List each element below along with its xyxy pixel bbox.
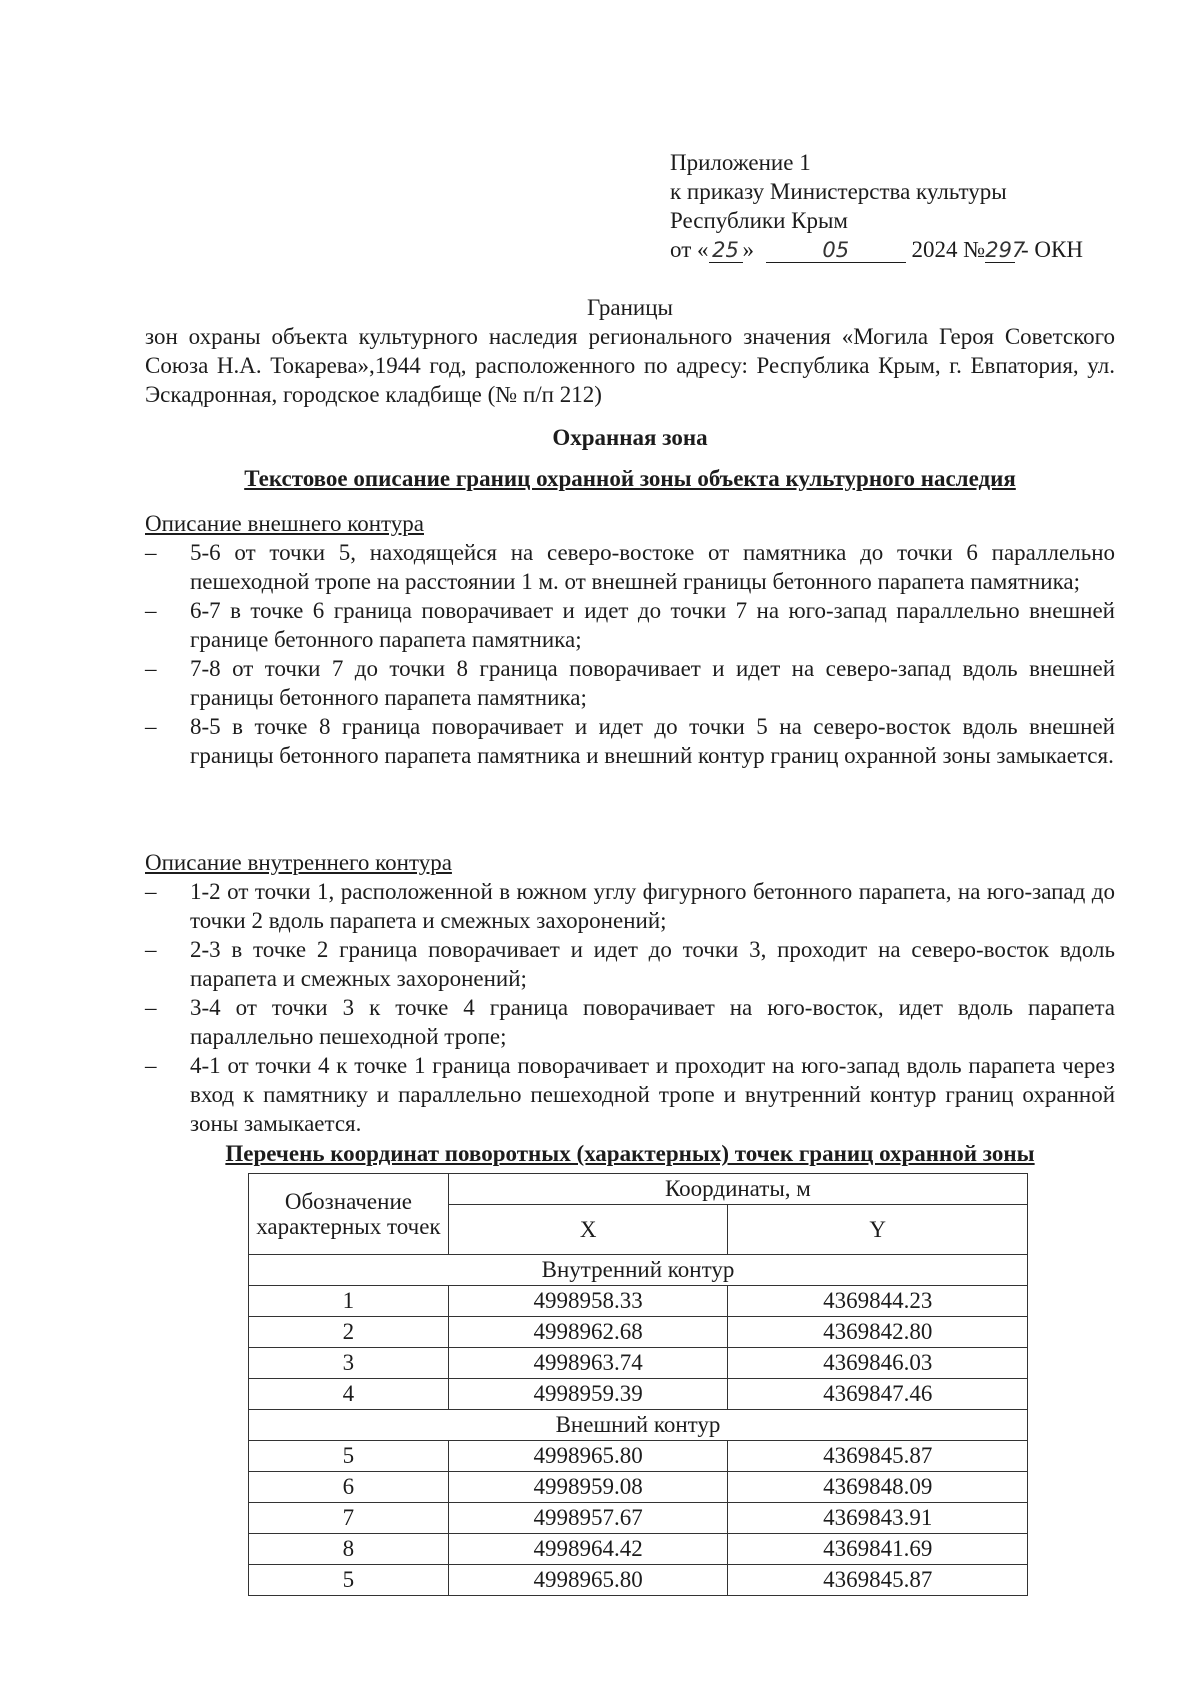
outer-contour-list [145,538,1115,770]
outer-contour-row-label: Внешний контур [249,1410,1028,1441]
list-dash: – [145,937,157,962]
list-item-text: 2-3 в точке 2 граница поворачивает и идет до точки 3, проходит на северо-восток вдоль парапета и смежных захоронений; [190,937,1115,991]
appendix-line-1: Приложение 1 [670,150,811,175]
list-dash: – [145,598,157,623]
list-item [145,993,1115,1051]
table-row [249,1379,1028,1410]
header-x: X [448,1205,728,1255]
list-item [145,712,1115,770]
cell-point: 1 [249,1286,449,1317]
inner-contour-label: Описание внутреннего контура [145,850,452,875]
appendix-date-line [670,235,1140,264]
table-row [249,1286,1028,1317]
table-row [249,1503,1028,1534]
table-row [249,1472,1028,1503]
cell-x: 4998964.42 [448,1534,728,1565]
table-row [249,1317,1028,1348]
cell-y: 4369845.87 [728,1441,1028,1472]
outer-contour-label: Описание внешнего контура [145,511,424,536]
inner-contour-row-label: Внутренний контур [249,1255,1028,1286]
cell-point: 8 [249,1534,449,1565]
table-row [249,1348,1028,1379]
list-dash: – [145,879,157,904]
cell-point: 6 [249,1472,449,1503]
list-item [145,935,1115,993]
date-day: 25 [709,238,743,263]
list-item-text: 4-1 от точки 4 к точке 1 граница поворачивает и проходит на юго-запад вдоль парапета через вход к памятнику и параллельно пешеходной тропе и внутренний контур границ охранной зоны замыкается. [190,1053,1115,1136]
header-point-designation: Обозначение характерных точек [249,1174,449,1255]
table-row [249,1534,1028,1565]
cell-point: 4 [249,1379,449,1410]
cell-x: 4998963.74 [448,1348,728,1379]
list-dash: – [145,656,157,681]
document-title: Границы [587,295,673,320]
coords-table-title: Перечень координат поворотных (характерных) точек границ охранной зоны [225,1141,1035,1166]
cell-point: 5 [249,1565,449,1596]
list-item-text: 8-5 в точке 8 граница поворачивает и идет до точки 5 на северо-восток вдоль внешней границы бетонного парапета памятника и внешний контур границ охранной зоны замыкается. [190,714,1115,768]
coords-table [248,1173,1028,1596]
cell-y: 4369848.09 [728,1472,1028,1503]
cell-y: 4369846.03 [728,1348,1028,1379]
appendix-line-2: к приказу Министерства культуры [670,179,1007,204]
list-item-text: 7-8 от точки 7 до точки 8 граница поворачивает и идет на северо-запад вдоль внешней границы бетонного парапета памятника; [190,656,1115,710]
date-month: 05 [766,238,906,263]
text-description-title: Текстовое описание границ охранной зоны объекта культурного наследия [244,466,1016,491]
cell-y: 4369842.80 [728,1317,1028,1348]
header-y: Y [728,1205,1028,1255]
list-dash: – [145,540,157,565]
header-coordinates: Координаты, м [448,1174,1027,1205]
cell-point: 2 [249,1317,449,1348]
cell-x: 4998965.80 [448,1441,728,1472]
order-number: 297 [985,238,1026,262]
cell-y: 4369843.91 [728,1503,1028,1534]
cell-x: 4998957.67 [448,1503,728,1534]
cell-x: 4998958.33 [448,1286,728,1317]
cell-y: 4369847.46 [728,1379,1028,1410]
cell-y: 4369844.23 [728,1286,1028,1317]
cell-point: 3 [249,1348,449,1379]
table-row [249,1441,1028,1472]
inner-contour-list [145,877,1115,1138]
list-item-text: 5-6 от точки 5, находящейся на северо-востоке от памятника до точки 6 параллельно пешеходной тропе на расстоянии 1 м. от внешней границы бетонного парапета памятника; [190,540,1115,594]
appendix-line-3: Республики Крым [670,208,848,233]
list-dash: – [145,995,157,1020]
document-subtitle: зон охраны объекта культурного наследия регионального значения «Могила Героя Советского Союза Н.А. Токарева»,1944 год, расположенного по адресу: Республика Крым, г. Евпатория, ул. Эскадронная, городское кладбище (№ п/п 212) [145,324,1115,407]
cell-x: 4998959.39 [448,1379,728,1410]
date-mid: » [742,237,754,262]
list-item [145,654,1115,712]
cell-y: 4369841.69 [728,1534,1028,1565]
list-item [145,596,1115,654]
list-item-text: 6-7 в точке 6 граница поворачивает и идет до точки 7 на юго-запад параллельно внешней границе бетонного парапета памятника; [190,598,1115,652]
appendix-block [670,148,1140,264]
cell-point: 5 [249,1441,449,1472]
table-row [249,1565,1028,1596]
date-year: 2024 № [911,237,986,262]
cell-x: 4998965.80 [448,1565,728,1596]
zone-title: Охранная зона [552,425,708,450]
list-dash: – [145,1053,157,1078]
list-item [145,1051,1115,1138]
cell-x: 4998959.08 [448,1472,728,1503]
list-item [145,538,1115,596]
cell-y: 4369845.87 [728,1565,1028,1596]
list-item [145,877,1115,935]
list-item-text: 1-2 от точки 1, расположенной в южном углу фигурного бетонного парапета, на юго-запад до точки 2 вдоль парапета и смежных захоронений; [190,879,1115,933]
date-prefix: от « [670,237,709,262]
list-dash: – [145,714,157,739]
list-item-text: 3-4 от точки 3 к точке 4 граница поворачивает на юго-восток, идет вдоль парапета параллельно пешеходной тропе; [190,995,1115,1049]
order-suffix: - ОКН [1020,237,1083,262]
cell-x: 4998962.68 [448,1317,728,1348]
cell-point: 7 [249,1503,449,1534]
